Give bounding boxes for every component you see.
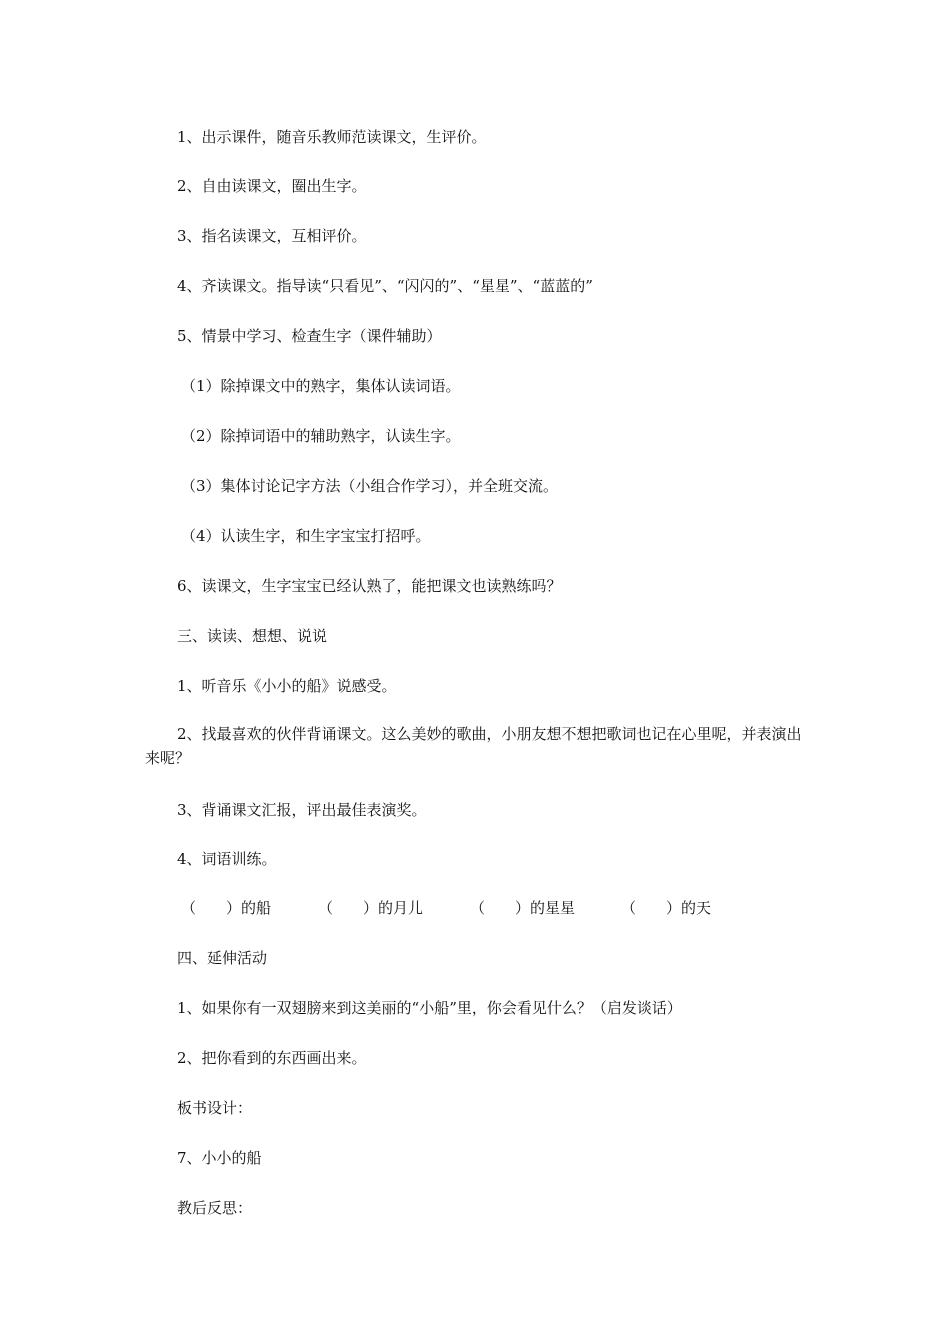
board-design-label: 板书设计： (177, 1099, 253, 1117)
section-4-item-2: 2、把你看到的东西画出来。 (177, 1049, 367, 1067)
substep-2-text: （2）除掉词语中的辅助熟字，认读生字。 (181, 427, 461, 445)
section-4-heading: 四、延伸活动 (177, 949, 268, 967)
fill-blank-item: （ ）的月儿 (318, 899, 424, 917)
section-3-item-2: 2、找最喜欢的伙伴背诵课文。这么美妙的歌曲，小朋友想不想把歌词也记在心里呢，并表演出来呢？ (145, 725, 802, 767)
section-3-heading: 三、读读、想想、说说 (177, 627, 328, 645)
section-3-item-3: 3、背诵课文汇报，评出最佳表演奖。 (177, 801, 427, 819)
substep-4-text: （4）认读生字，和生字宝宝打招呼。 (181, 527, 431, 545)
fill-blank-item: （ ）的星星 (470, 899, 576, 917)
step-5-text: 5、情景中学习、检查生字（课件辅助） (177, 327, 442, 345)
reflection-label: 教后反思： (177, 1199, 253, 1217)
step-6-text: 6、读课文，生字宝宝已经认熟了，能把课文也读熟练吗？ (177, 577, 562, 595)
step-3-text: 3、指名读课文，互相评价。 (177, 227, 367, 245)
substep-1-text: （1）除掉课文中的熟字，集体认读词语。 (181, 377, 461, 395)
substep-3-text: （3）集体讨论记字方法（小组合作学习），并全班交流。 (181, 477, 559, 495)
step-1-text: 1、出示课件，随音乐教师范读课文，生评价。 (177, 128, 487, 146)
section-4-item-1: 1、如果你有一双翅膀来到这美丽的“小船”里，你会看见什么？（启发谈话） (177, 999, 682, 1017)
section-3-item-1: 1、听音乐《小小的船》说感受。 (177, 677, 397, 695)
step-4-text: 4、齐读课文。指导读“只看见”、“闪闪的”、“星星”、“蓝蓝的” (177, 277, 593, 295)
board-design-title: 7、小小的船 (177, 1149, 262, 1167)
fill-blank-item: （ ）的船 (181, 899, 272, 917)
fill-blank-item: （ ）的天 (621, 899, 712, 917)
step-2-text: 2、自由读课文，圈出生字。 (177, 177, 367, 195)
section-3-item-4: 4、词语训练。 (177, 850, 277, 868)
